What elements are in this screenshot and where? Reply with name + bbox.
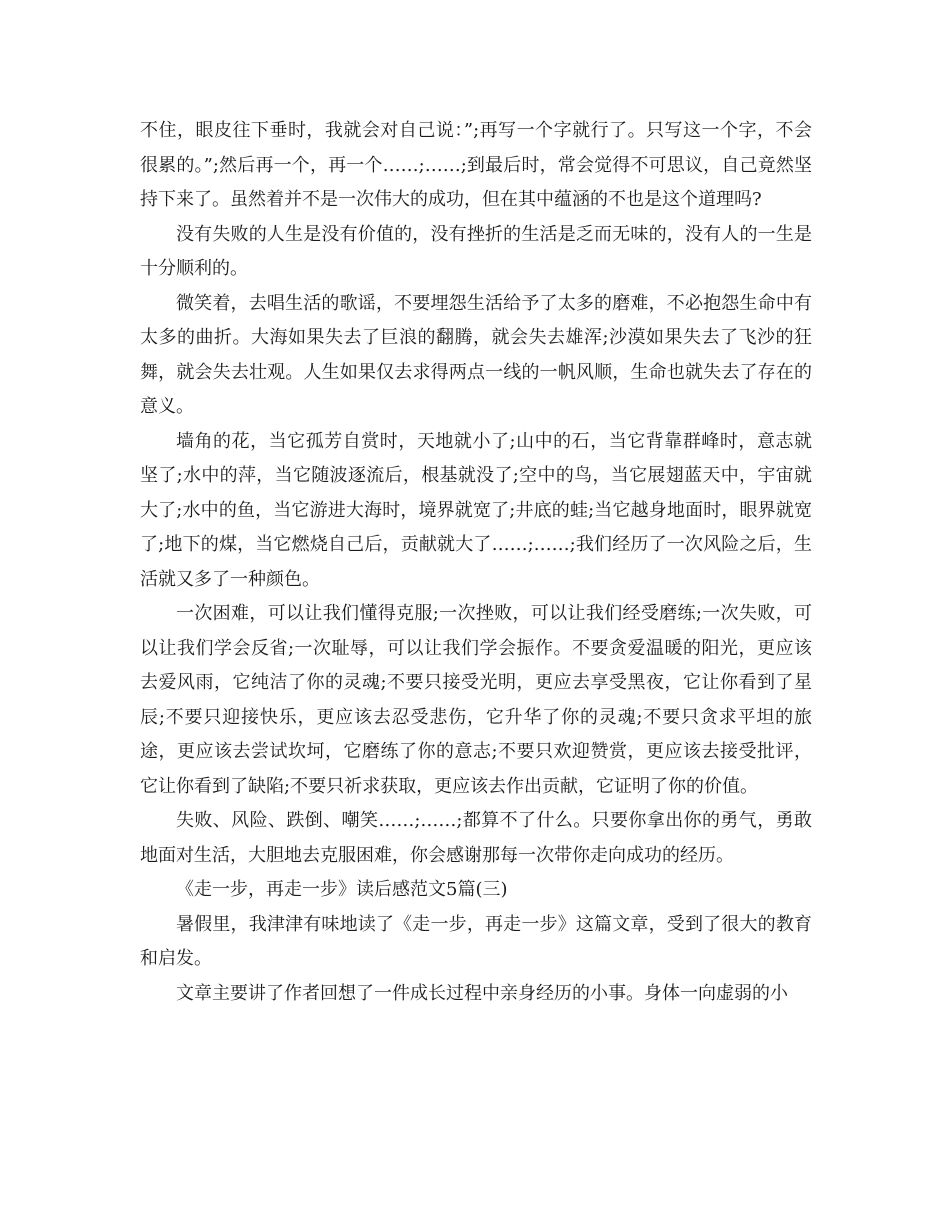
paragraph-3: 微笑着，去唱生活的歌谣，不要埋怨生活给予了太多的磨难，不必抱怨生命中有太多的曲折。大海如果失去了巨浪的翻腾，就会失去雄浑;沙漠如果失去了飞沙的狂舞，就会失去壮观。人生如果仅去求得两点一线的一帆风顺，生命也就失去了存在的意义。 [140, 292, 812, 417]
paragraph-2: 没有失败的人生是没有价值的，没有挫折的生活是乏而无味的，没有人的一生是十分顺利的。 [140, 223, 812, 279]
paragraph-7: 暑假里，我津津有味地读了《走一步，再走一步》这篇文章，受到了很大的教育和启发。 [140, 913, 812, 969]
document-body [140, 114, 812, 1011]
section-heading: 《走一步，再走一步》读后感范文5篇(三) [176, 879, 508, 900]
paragraph-1: 不住，眼皮往下垂时，我就会对自己说：”;再写一个字就行了。只写这一个字，不会很累的。”;然后再一个，再一个……;……;到最后时，常会觉得不可思议，自己竟然坚持下来了。虽然着并不是一次伟大的成功，但在其中蕴涵的不也是这个道理吗? [140, 120, 812, 210]
paragraph-8: 文章主要讲了作者回想了一件成长过程中亲身经历的小事。身体一向虚弱的小 [176, 982, 788, 1004]
paragraph-4: 墙角的花，当它孤芳自赏时，天地就小了;山中的石，当它背靠群峰时，意志就坚了;水中的萍，当它随波逐流后，根基就没了;空中的鸟，当它展翅蓝天中，宇宙就大了;水中的鱼，当它游进大海时，境界就宽了;井底的蛙;当它越身地面时，眼界就宽了;地下的煤，当它燃烧自己后，贡献就大了……;……;我们经历了一次风险之后，生活就又多了一种颜色。 [140, 430, 812, 590]
paragraph-5: 一次困难，可以让我们懂得克服;一次挫败，可以让我们经受磨练;一次失败，可以让我们学会反省;一次耻辱，可以让我们学会振作。不要贪爱温暖的阳光，更应该去爱风雨，它纯洁了你的灵魂;不要只接受光明，更应去享受黑夜，它让你看到了星辰;不要只迎接快乐，更应该去忍受悲伤，它升华了你的灵魂;不要只贪求平坦的旅途，更应该去尝试坎坷，它磨练了你的意志;不要只欢迎赞赏，更应该去接受批评，它让你看到了缺陷;不要只祈求获取，更应该去作出贡献，它证明了你的价值。 [140, 603, 812, 797]
paragraph-6: 失败、风险、跌倒、嘲笑……;……;都算不了什么。只要你拿出你的勇气，勇敢地面对生活，大胆地去克服困难，你会感谢那每一次带你走向成功的经历。 [140, 810, 812, 866]
